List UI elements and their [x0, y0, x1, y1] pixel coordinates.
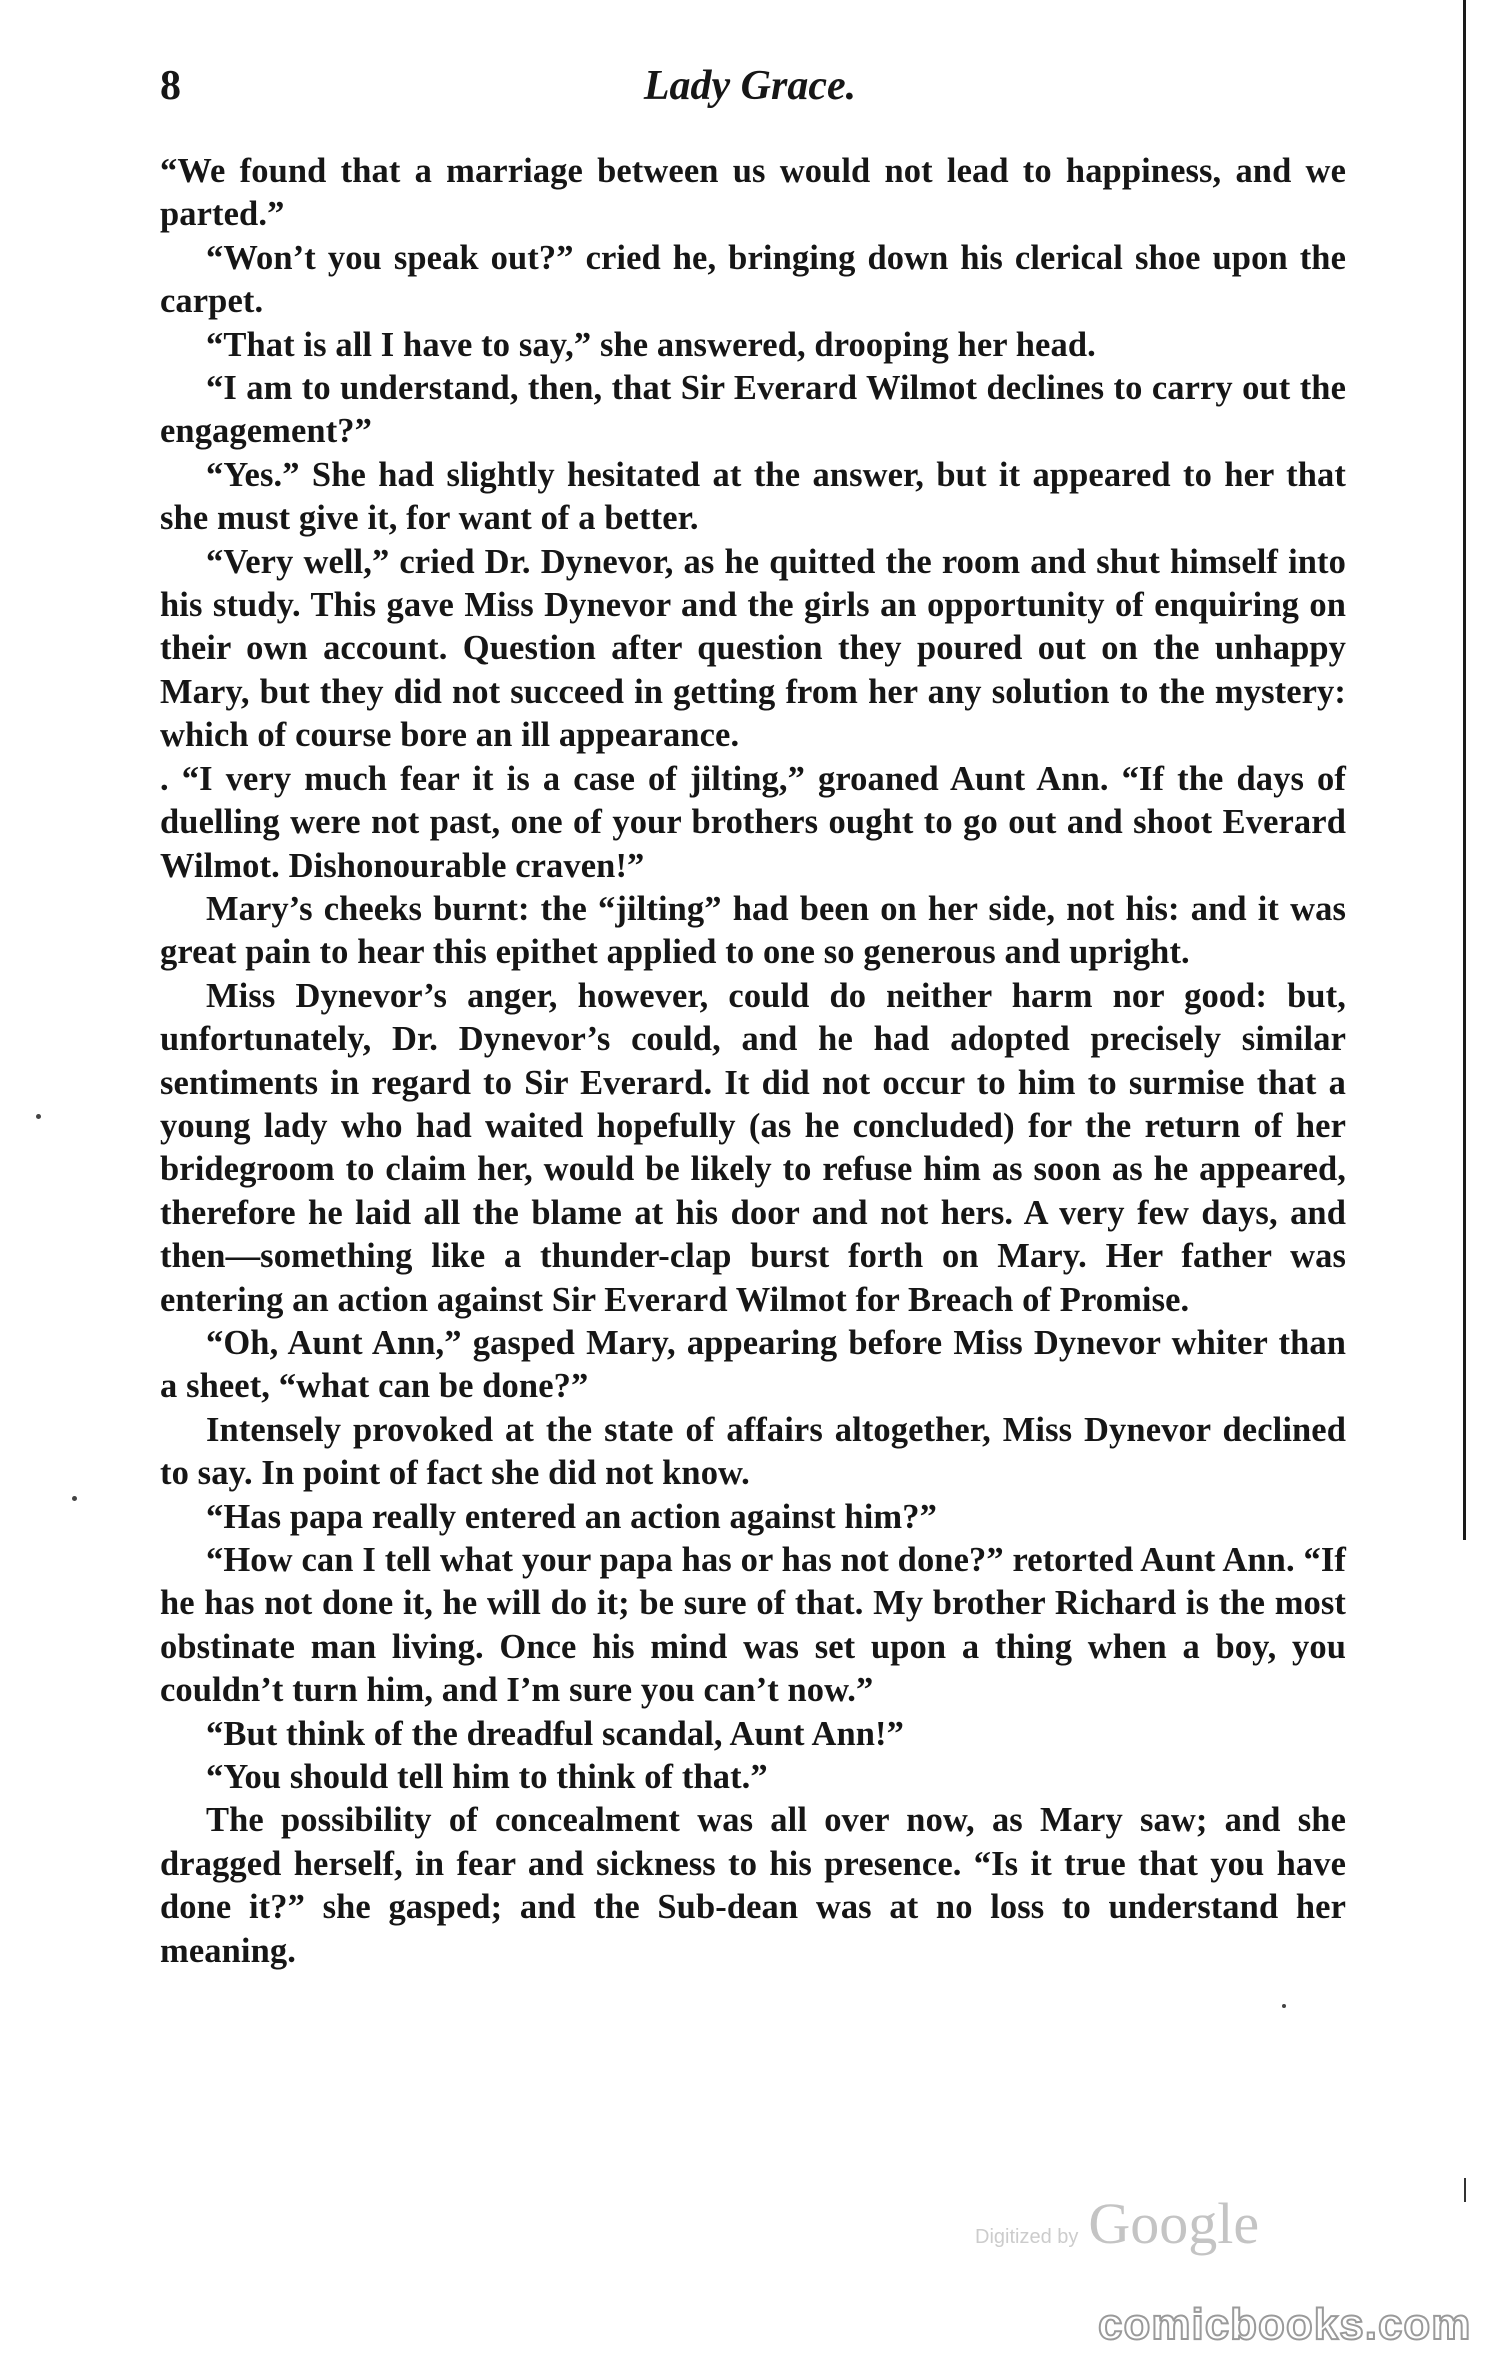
paragraph-15: “You should tell him to think of that.” — [206, 1758, 768, 1797]
page-edge-mark — [1464, 2178, 1466, 2202]
running-title: Lady Grace. — [643, 63, 857, 109]
google-logo: Google — [1088, 2191, 1260, 2256]
paragraph-3: “That is all I have to say,” she answered, drooping her head. — [206, 325, 1096, 364]
paragraph-14: “But think of the dreadful scandal, Aunt Ann!” — [206, 1714, 904, 1753]
running-head — [158, 62, 1342, 122]
paragraph-6: “Very well,” cried Dr. Dynevor, as he quitted the room and shut himself into his study. This gave Miss Dynevor and the girls an opportunity of enquiring on their own account. Question after question they poured out on the unhappy Mary, but they did not succeed in getting from her any solution to the mystery: which of course bore an ill appearance. — [160, 542, 1346, 755]
paragraph-5: “Yes.” She had slightly hesitated at the answer, but it appeared to her that she must give it, for want of a better. — [160, 455, 1346, 538]
body-text — [160, 150, 1346, 1973]
paragraph-4: “I am to understand, then, that Sir Everard Wilmot declines to carry out the engagement?” — [160, 369, 1346, 451]
stray-dot — [1282, 2004, 1286, 2008]
stray-dot — [72, 1496, 77, 1501]
paragraph-16: The possibility of concealment was all over now, as Mary saw; and she dragged herself, in fear and sickness to his presence. “Is it true that you have done it?” she gasped; and the Sub-dean was at no loss to understand her meaning. — [160, 1801, 1346, 1970]
site-watermark: comicbooks.com — [1098, 2300, 1472, 2349]
digitized-by-google-watermark — [975, 2190, 1259, 2260]
paragraph-13: “How can I tell what your papa has or has not done?” retorted Aunt Ann. “If he has not done it, he will do it; be sure of that. My brother Richard is the most obstinate man living. Once his mind was set upon a thing when a boy, you couldn’t turn him, and I’m sure you can’t now.” — [160, 1541, 1346, 1710]
page-number: 8 — [160, 63, 181, 109]
paragraph-8: Mary’s cheeks burnt: the “jilting” had been on her side, not his: and it was great pain to hear this epithet applied to one so generous and upright. — [160, 889, 1346, 972]
stray-dot — [36, 1114, 41, 1119]
paragraph-2: “Won’t you speak out?” cried he, bringing down his clerical shoe upon the carpet. — [160, 238, 1346, 321]
paragraph-9: Miss Dynevor’s anger, however, could do neither harm nor good: but, unfortunately, Dr. Dynevor’s could, and he had adopted precisely similar sentiments in regard to Sir Everard. It did not occur to him to surmise that a young lady who had waited hopefully (as he concluded) for the return of her bridegroom to claim her, would be likely to refuse him as soon as he appeared, therefore he laid all the blame at his door and not hers. A very few days, and then—something like a thunder-clap burst forth on Mary. Her father was entering an action against Sir Everard Wilmot for Breach of Promise. — [160, 976, 1346, 1319]
digitized-by-label: Digitized by — [975, 2226, 1079, 2248]
paragraph-1: “We found that a marriage between us would not lead to happiness, and we parted.” — [160, 152, 1346, 234]
paragraph-12: “Has papa really entered an action against him?” — [206, 1497, 937, 1536]
page-edge-line — [1463, 0, 1466, 1540]
paragraph-11: Intensely provoked at the state of affairs altogether, Miss Dynevor declined to say. In point of fact she did not know. — [160, 1410, 1346, 1493]
paragraph-7: . “I very much fear it is a case of jilting,” groaned Aunt Ann. “If the days of duelling were not past, one of your brothers ought to go out and shoot Everard Wilmot. Dishonourable craven!” — [160, 759, 1346, 885]
paragraph-10: “Oh, Aunt Ann,” gasped Mary, appearing before Miss Dynevor whiter than a sheet, “what can be done?” — [160, 1323, 1346, 1406]
